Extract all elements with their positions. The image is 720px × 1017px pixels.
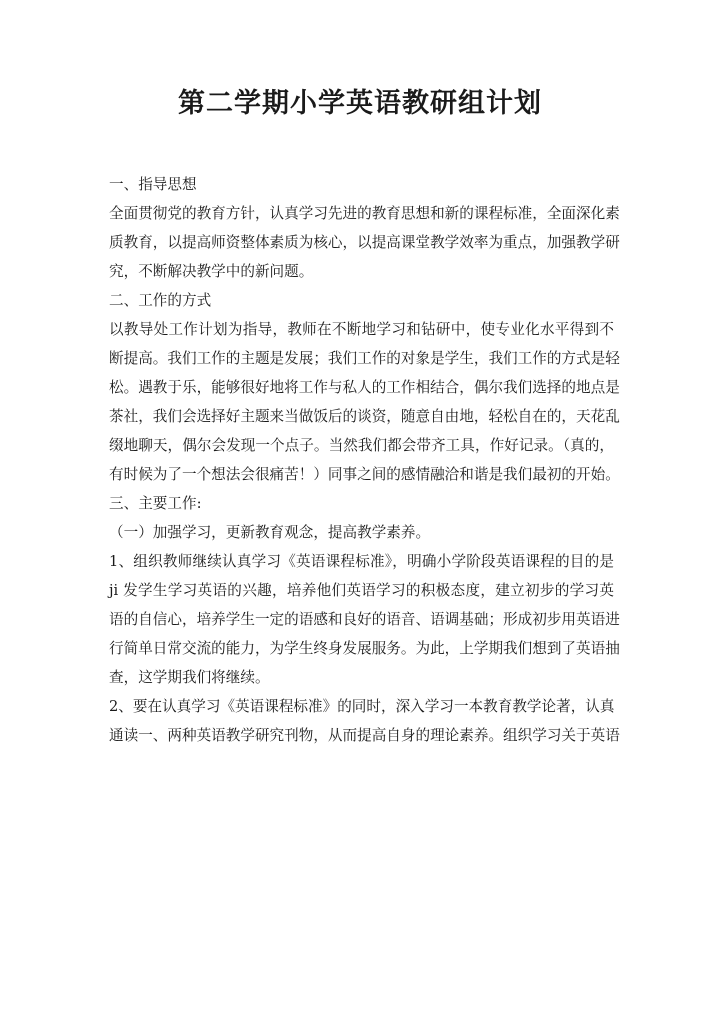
paragraph-line: 缀地聊天，偶尔会发现一个点子。当然我们都会带齐工具，作好记录。（真的， xyxy=(109,437,614,454)
paragraph-line: 茶社，我们会选择好主题来当做饭后的谈资，随意自由地，轻松自在的，天花乱 xyxy=(109,408,620,425)
section-heading: 二、工作的方式 xyxy=(109,292,212,309)
paragraph-line: 松。遇教于乐，能够很好地将工作与私人的工作相结合，偶尔我们选择的地点是 xyxy=(109,379,620,396)
section-heading: 三、主要工作: xyxy=(109,495,202,512)
paragraph-line: 2、要在认真学习《英语课程标准》的同时，深入学习一本教育教学论著，认真 xyxy=(109,698,615,715)
paragraph-line: 质教育，以提高师资整体素质为核心，以提高课堂教学效率为重点，加强教学研 xyxy=(109,234,620,251)
paragraph-line: ji 发学生学习英语的兴趣，培养他们英语学习的积极态度，建立初步的学习英 xyxy=(109,582,614,599)
paragraph-line: 查，这学期我们将继续。 xyxy=(109,669,270,686)
paragraph-line: 断提高。我们工作的主题是发展；我们工作的对象是学生，我们工作的方式是轻 xyxy=(109,350,620,367)
paragraph-line: 以教导处工作计划为指导，教师在不断地学习和钻研中，使专业化水平得到不 xyxy=(109,321,614,338)
paragraph-line: 语的自信心，培养学生一定的语感和良好的语音、语调基础；形成初步用英语进 xyxy=(109,611,620,628)
paragraph-line: 全面贯彻党的教育方针，认真学习先进的教育思想和新的课程标准，全面深化素 xyxy=(109,205,620,222)
section-heading: （一）加强学习，更新教育观念，提高教学素养。 xyxy=(109,524,431,541)
section-heading: 一、指导思想 xyxy=(109,176,197,193)
document-title: 第二学期小学英语教研组计划 xyxy=(178,88,542,119)
paragraph-line: 究，不断解决教学中的新问题。 xyxy=(109,263,314,280)
paragraph-line: 通读一、两种英语教学研究刊物，从而提高自身的理论素养。组织学习关于英语 xyxy=(109,727,620,744)
paragraph-line: 有时候为了一个想法会很痛苦！）同事之间的感情融洽和谐是我们最初的开始。 xyxy=(109,466,620,483)
paragraph-line: 行简单日常交流的能力，为学生终身发展服务。为此，上学期我们想到了英语抽 xyxy=(109,640,620,657)
paragraph-line: 1、组织教师继续认真学习《英语课程标准》，明确小学阶段英语课程的目的是 xyxy=(109,553,614,570)
document-body xyxy=(109,170,620,750)
